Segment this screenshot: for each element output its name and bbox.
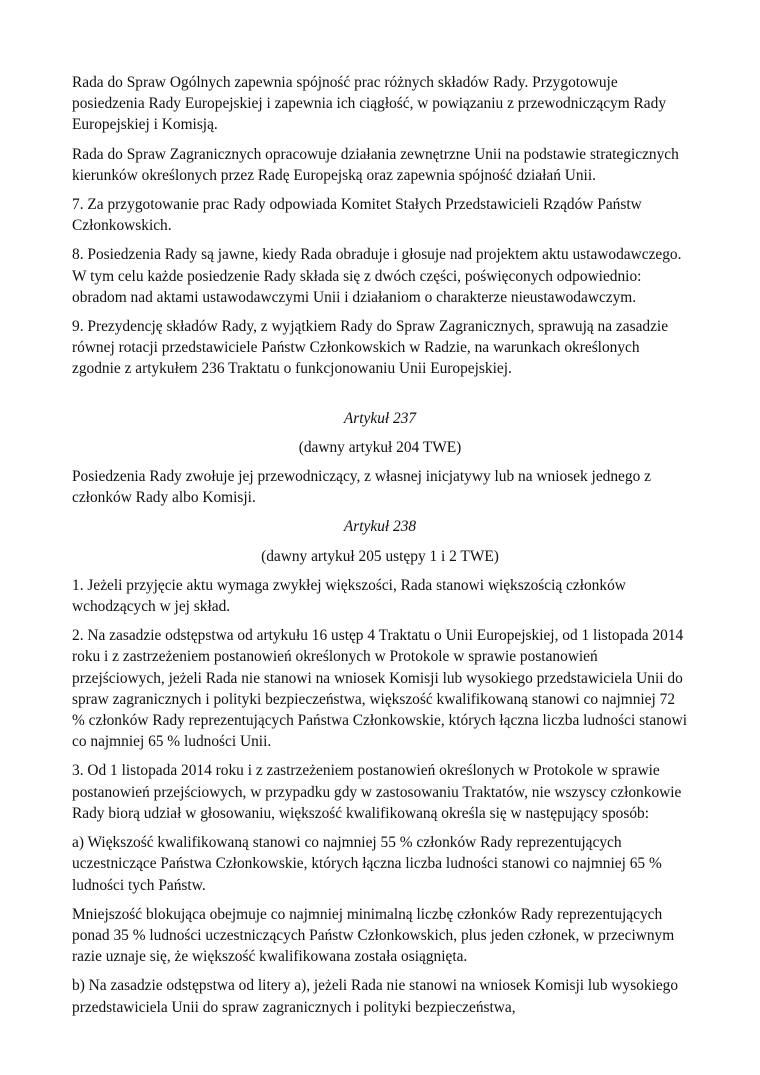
article-237-subheading: (dawny artykuł 204 TWE) bbox=[298, 438, 462, 456]
paragraph: Rada do Spraw Zagranicznych opracowuje działania zewnętrzne Unii na podstawie strategicznych kierunków określonych przez Radę Europejską oraz zapewnia spójność działań Unii. bbox=[72, 145, 679, 184]
article-238-paragraph: 1. Jeżeli przyjęcie aktu wymaga zwykłej większości, Rada stanowi większością członków wchodzących w jej skład. bbox=[72, 576, 626, 616]
article-238-heading: Artykuł 238 bbox=[343, 518, 417, 536]
paragraph: Rada do Spraw Ogólnych zapewnia spójność prac różnych składów Rady. Przygotowuje posiedzenia Rady Europejskiej i zapewnia ich ciągłość, w powiązaniu z przewodniczącym Rady Europejskiej i Komisją. bbox=[72, 74, 667, 134]
article-238-paragraph: 2. Na zasadzie odstępstwa od artykułu 16 ustęp 4 Traktatu o Unii Europejskiej, od 1 listopada 2014 roku i z zastrzeżeniem postanowień określonych w Protokole w sprawie postanowień przejściowych, jeżeli Rada nie stanowi na wniosek Komisji lub wysokiego przedstawiciela Unii do spraw zagranicznych i polityki bezpieczeństwa, większość kwalifikowaną stanowi co najmniej 72 % członków Rady reprezentujących Państwa Członkowskie, których łączna liczba ludności stanowi co najmniej 65 % ludności Unii. bbox=[72, 627, 688, 751]
paragraph: 7. Za przygotowanie prac Rady odpowiada Komitet Stałych Przedstawicieli Rządów Państw Członkowskich. bbox=[72, 196, 642, 235]
article-237-body: Posiedzenia Rady zwołuje jej przewodniczący, z własnej inicjatywy lub na wniosek jednego z członków Rady albo Komisji. bbox=[72, 468, 651, 507]
article-238-paragraph: b) Na zasadzie odstępstwa od litery a), jeżeli Rada nie stanowi na wniosek Komisji lub wysokiego przedstawiciela Unii do spraw zagranicznych i polityki bezpieczeństwa, bbox=[72, 977, 679, 1016]
article-238-paragraph: a) Większość kwalifikowaną stanowi co najmniej 55 % członków Rady reprezentujących uczestniczące Państwa Członkowskie, których łączna liczba ludności stanowi co najmniej 65 % ludności tych Państw. bbox=[72, 834, 662, 894]
article-238-paragraph: Mniejszość blokująca obejmuje co najmniej minimalną liczbę członków Rady reprezentujących ponad 35 % ludności uczestniczących Państw Członkowskich, plus jeden członek, w przeciwnym razie uznaje się, że większość kwalifikowana została osiągnięta. bbox=[72, 905, 675, 966]
spacer bbox=[72, 388, 688, 408]
article-238-subheading: (dawny artykuł 205 ustępy 1 i 2 TWE) bbox=[261, 547, 499, 565]
article-238-paragraph: 3. Od 1 listopada 2014 roku i z zastrzeżeniem postanowień określonych w Protokole w sprawie postanowień przejściowych, w przypadku gdy w zastosowaniu Traktatów, nie wszyscy członkowie Rady biorą udział w głosowaniu, większość kwalifikowaną określa się w następujący sposób: bbox=[72, 762, 682, 822]
paragraph: 8. Posiedzenia Rady są jawne, kiedy Rada obraduje i głosuje nad projektem aktu ustawodawczego. W tym celu każde posiedzenie Rady składa się z dwóch części, poświęconych odpowiednio: obradom nad aktami ustawodawczymi Unii i działaniom o charakterze nieustawodawczym. bbox=[72, 246, 682, 306]
paragraph: 9. Prezydencję składów Rady, z wyjątkiem Rady do Spraw Zagranicznych, sprawują na zasadzie równej rotacji przedstawiciele Państw Członkowskich w Radzie, na warunkach określonych zgodnie z artykułem 236 Traktatu o funkcjonowaniu Unii Europejskiej. bbox=[72, 318, 669, 378]
article-237-heading: Artykuł 237 bbox=[343, 409, 417, 427]
